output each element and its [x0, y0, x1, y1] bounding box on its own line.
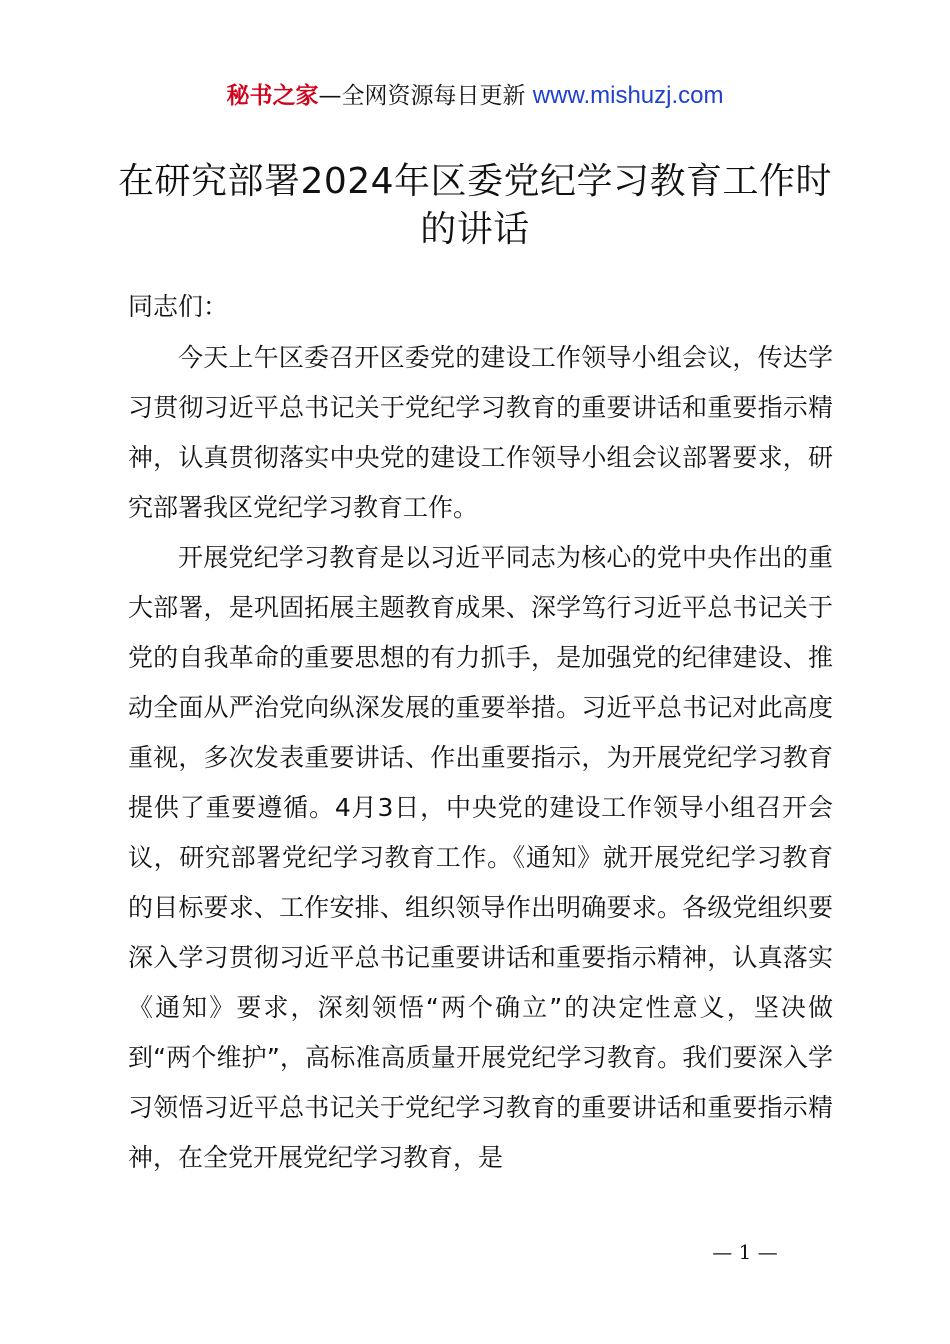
- header-tagline: —全网资源每日更新: [318, 83, 526, 109]
- document-title: 在研究部署2024年区委党纪学习教育工作时的讲话: [117, 161, 833, 250]
- paragraph: 开展党纪学习教育是以习近平同志为核心的党中央作出的重大部署，是巩固拓展主题教育成果、深学笃行习近平总书记关于党的自我革命的重要思想的有力抓手，是加强党的纪律建设、推动全面从严治党向纵深发展的重要举措。习近平总书记对此高度重视，多次发表重要讲话、作出重要指示，为开展党纪学习教育提供了重要遵循。4月3日，中央党的建设工作领导小组召开会议，研究部署党纪学习教育工作。《通知》就开展党纪学习教育的目标要求、工作安排、组织领导作出明确要求。各级党组织要深入学习贯彻习近平总书记重要讲话和重要指示精神，认真落实《通知》要求，深刻领悟“两个确立”的决定性意义，坚决做到“两个维护”，高标准高质量开展党纪学习教育。我们要深入学习领悟习近平总书记关于党纪学习教育的重要讲话和重要指示精神，在全党开展党纪学习教育，是: [128, 543, 833, 1172]
- site-url-link[interactable]: www.mishuzj.com: [532, 82, 724, 109]
- site-header: [0, 80, 950, 112]
- paragraph: 今天上午区委召开区委党的建设工作领导小组会议，传达学习贯彻习近平总书记关于党纪学习教育的重要讲话和重要指示精神，认真贯彻落实中央党的建设工作领导小组会议部署要求，研究部署我区党纪学习教育工作。: [128, 343, 833, 522]
- page-number: — 1 —: [712, 1240, 778, 1264]
- brand-name: 秘书之家: [226, 83, 319, 109]
- document-body: [128, 333, 833, 1183]
- salutation: 同志们：: [128, 292, 229, 321]
